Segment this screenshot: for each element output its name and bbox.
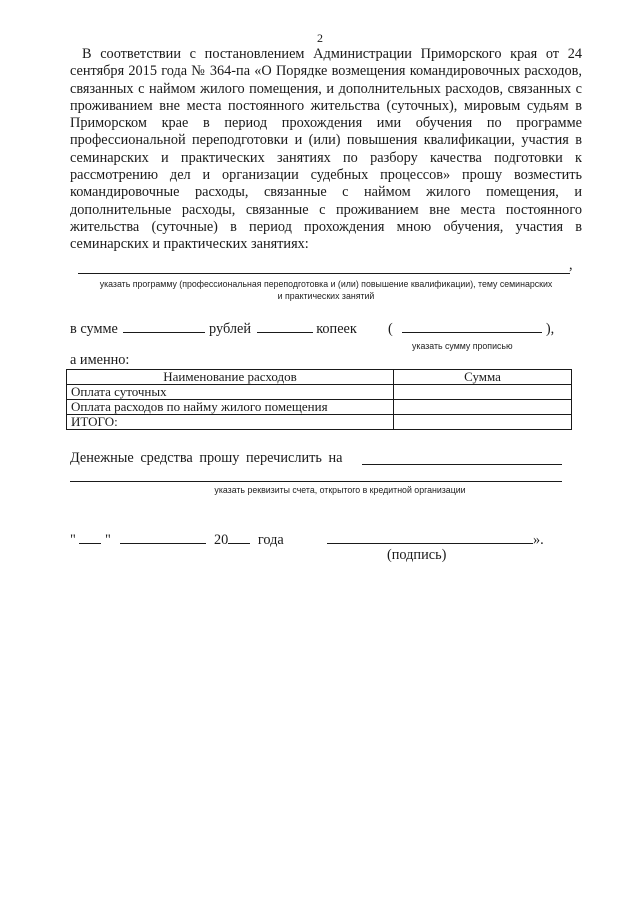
year-suffix: года [257,532,284,548]
amount-words-hint: указать сумму прописью [412,341,513,351]
year-blank[interactable] [228,531,250,544]
table-header-row [67,370,572,385]
signature-blank[interactable] [327,531,533,544]
expense-name-cell: Оплата суточных [67,385,394,400]
namely-label: а именно: [70,352,130,368]
signature-caption: (подпись) [387,547,447,563]
transfer-field-line-2[interactable] [70,481,562,482]
day-blank[interactable] [79,531,101,544]
kopecks-label: копеек [316,321,357,337]
header-sum: Сумма [394,370,572,385]
year-prefix: 20 [214,532,229,548]
table-row-total [67,415,572,430]
expense-sum-cell[interactable] [394,415,572,430]
rubles-blank[interactable] [123,320,205,333]
program-field-hint-line1: указать программу (профессиональная переподготовка и (или) повышение квалификации), тему семинарских [99,279,553,289]
date-row [70,531,284,549]
header-expense-name: Наименование расходов [67,370,394,385]
date-quote-open: " [70,532,76,548]
signature-end: ». [533,532,544,548]
expenses-table [66,369,572,430]
expense-name-cell: Оплата расходов по найму жилого помещения [67,400,394,415]
amount-row [70,320,357,338]
month-blank[interactable] [120,531,206,544]
rubles-label: рублей [209,321,252,337]
program-field-comma: , [569,257,573,273]
amount-words-row [388,320,554,338]
expense-sum-cell[interactable] [394,385,572,400]
table-row [67,400,572,415]
table-row [67,385,572,400]
transfer-hint: указать реквизиты счета, открытого в кредитной организации [214,485,466,495]
amount-words-blank[interactable] [402,320,542,333]
transfer-field-line-1[interactable] [362,464,562,465]
kopecks-blank[interactable] [257,320,313,333]
expense-sum-cell[interactable] [394,400,572,415]
date-quote-close: " [105,532,111,548]
amount-close-paren: ), [545,321,555,337]
program-field-hint [70,278,582,302]
program-field-line[interactable] [78,273,570,274]
page-number: 2 [317,31,323,45]
request-paragraph: В соответствии с постановлением Администрации Приморского края от 24 сентября 2015 года № 364-па «О Порядке возмещения командировочных расходов, связанных с наймом жилого помещения, и дополнительных расходов, связанных с проживанием вне места постоянного жительства (суточных), мировым судьям в Приморском крае в период прохождения ими обучения по программе профессиональной переподготовки и (или) повышения квалификации, участия в семинарских и практических занятиях по разбору качества подготовки к рассмотрению дел и организации судебных процессов» прошу возместить командировочные расходы, связанные с наймом жилого помещения, и дополнительные расходы, связанные с проживанием вне места постоянного жительства (суточные) в период прохождения мною обучения, участия в семинарских и практических занятиях: [70,46,582,253]
amount-label: в сумме [70,321,118,337]
amount-open-paren: ( [388,321,393,337]
transfer-label: Денежные средства прошу перечислить на [70,450,343,466]
program-field-hint-line2: и практических занятий [277,291,375,301]
expense-name-cell: ИТОГО: [67,415,394,430]
